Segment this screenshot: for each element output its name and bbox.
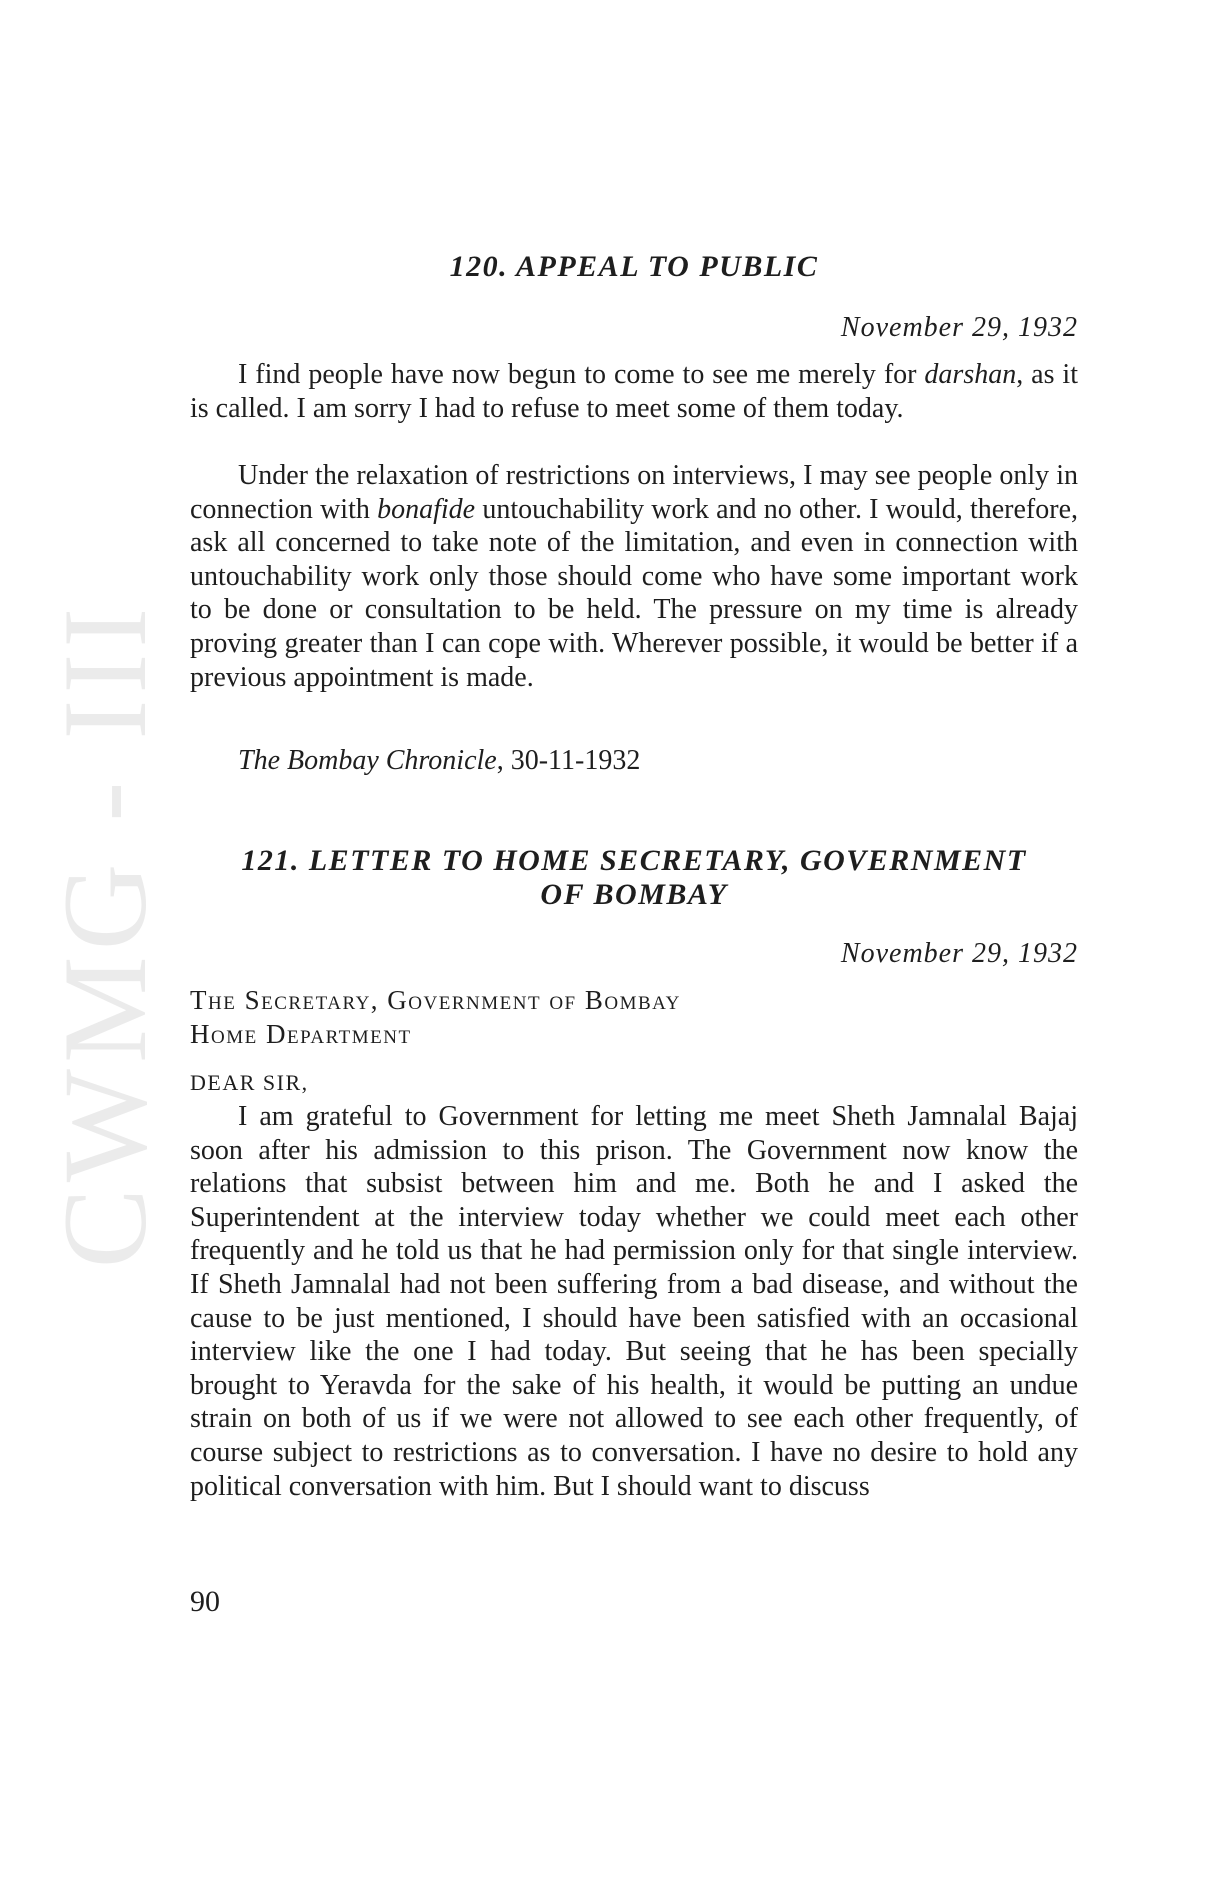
address-line-2: Home Department <box>190 1019 412 1049</box>
letter-body: I am grateful to Government for letting me meet Sheth Jamnalal Bajaj soon after his admission to this prison. The Government now know the relations that subsist between him and me. Both he and I asked the Superintendent at the interview today whether we could meet each other frequently and he told us that he had permission only for that single interview. If Sheth Jamnalal had not been suffering from a bad disease, and without the cause to be just mentioned, I should have been satisfied with an occasional interview like the one I had today. But seeing that he has been specially brought to Yeravda for the sake of his health, it would be putting an undue strain on both of us if we were not allowed to see each other frequently, of course subject to restrictions as to conversation. I have no desire to hold any political conversation with him. But I should want to discuss <box>190 1101 1078 1502</box>
source-date: , 30-11-1932 <box>496 745 641 776</box>
item-121-heading-line-1: 121. LETTER TO HOME SECRETARY, GOVERNMENT <box>241 844 1027 877</box>
item-120-paragraph-2: Under the relaxation of restrictions on interviews, I may see people only in connection with bonafide untouchability work and no other. I would, therefore, ask all concerned to take note of the limitation, and even in connection with untouchability work only those should come who have some important work to be done or consultation to be held. The pressure on my time is already proving greater than I can cope with. Wherever possible, it would be better if a previous appointment is made. <box>190 460 1079 693</box>
item-120-paragraph-1: I find people have now begun to come to see me merely for darshan, as it is called. I am sorry I had to refuse to meet some of them today. <box>190 359 1078 424</box>
item-120-heading: 120. APPEAL TO PUBLIC <box>449 250 819 283</box>
item-121-heading-line-2: OF BOMBAY <box>540 878 728 911</box>
address-line-1: The Secretary, Government of Bombay <box>190 985 681 1015</box>
salutation: DEAR SIR, <box>190 1070 309 1095</box>
source-title: The Bombay Chronicle <box>238 745 497 776</box>
item-121-date: November 29, 1932 <box>840 938 1078 969</box>
item-120-source <box>190 745 1126 777</box>
watermark: CWMG - III <box>38 601 171 1269</box>
item-120-date: November 29, 1932 <box>840 312 1078 343</box>
page-number: 90 <box>190 1585 220 1618</box>
